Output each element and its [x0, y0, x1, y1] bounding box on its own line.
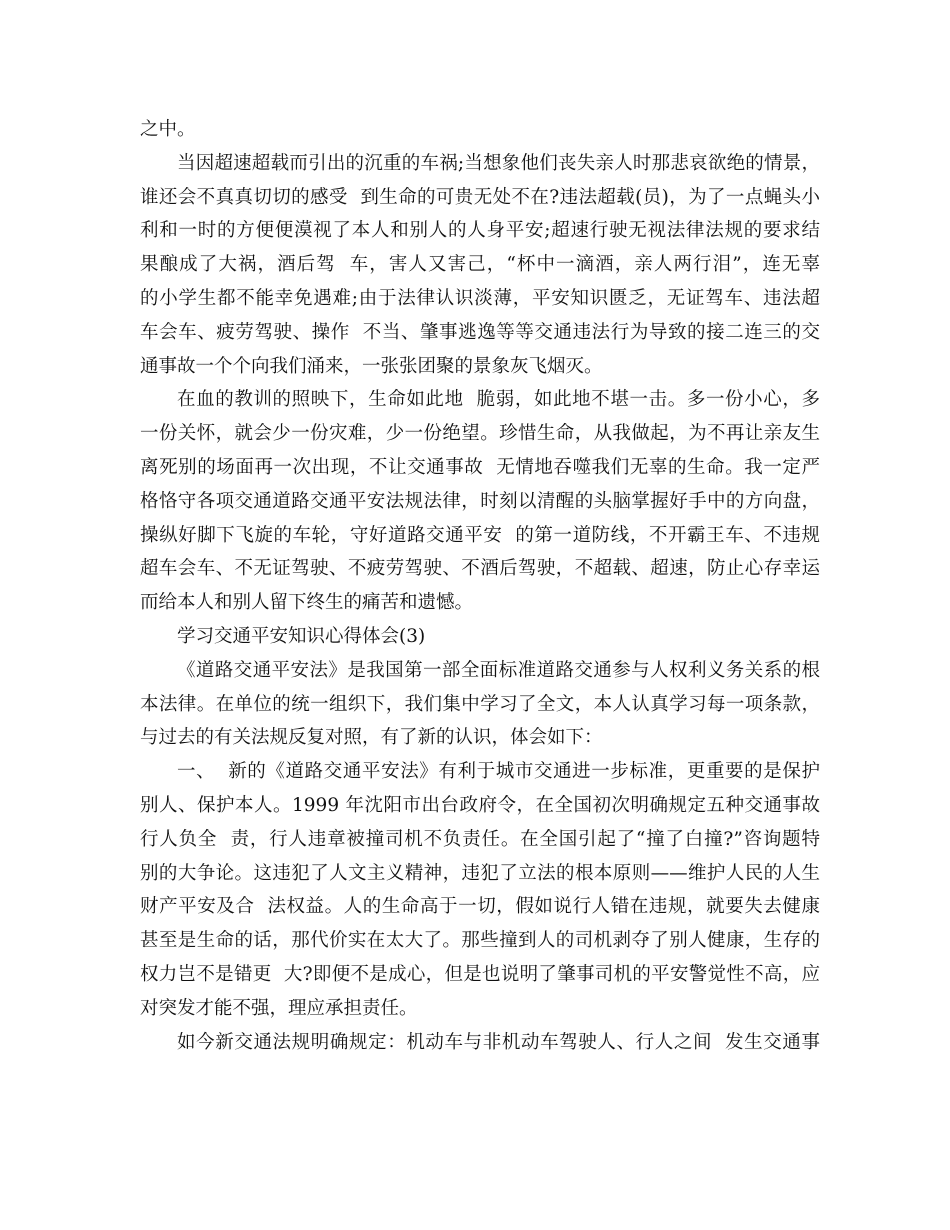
text-line: 的小学生都不能幸免遇难;由于法律认识淡薄，平安知识匮乏，无证驾车、违法超 [140, 287, 820, 309]
text-line: 而给本人和别人留下终生的痛苦和遗憾。 [140, 592, 474, 614]
text-line: 甚至是生命的话，那代价实在太大了。那些撞到人的司机剥夺了别人健康，生存的 [140, 930, 820, 952]
text-line: 一、 新的《道路交通平安法》有利于城市交通进一步标准，更重要的是保护 [177, 761, 820, 783]
text-line: 之中。 [140, 119, 196, 140]
text-line: 果酿成了大祸，酒后驾 车，害人又害己，“杯中一滴酒，亲人两行泪”，连无辜 [140, 254, 820, 276]
text-line: 谁还会不真真切切的感受 到生命的可贵无处不在?违法超载(员)，为了一点蝇头小 [140, 186, 820, 208]
document-body [140, 113, 820, 1059]
text-line: 《道路交通平安法》是我国第一部全面标准道路交通参与人权利义务关系的根 [177, 659, 820, 681]
text-line: 学习交通平安知识心得体会(3) [177, 625, 426, 647]
text-line: 格恪守各项交通道路交通平安法规法律，时刻以清醒的头脑掌握好手中的方向盘， [140, 490, 820, 512]
text-line: 当因超速超载而引出的沉重的车祸;当想象他们丧失亲人时那悲哀欲绝的情景， [177, 152, 820, 174]
text-line: 别的大争论。这违犯了人文主义精神，违犯了立法的根本原则——维护人民的人生 [140, 862, 820, 884]
text-line: 本法律。在单位的统一组织下，我们集中学习了全文，本人认真学习每一项条款， [140, 693, 820, 715]
text-line: 对突发才能不强，理应承担责任。 [140, 997, 418, 1019]
text-line: 操纵好脚下飞旋的车轮，守好道路交通平安 的第一道防线，不开霸王车、不违规 [140, 524, 820, 546]
text-line: 离死别的场面再一次出现，不让交通事故 无情地吞噬我们无辜的生命。我一定严 [140, 456, 820, 478]
text-line: 车会车、疲劳驾驶、操作 不当、肇事逃逸等等交通违法行为导致的接二连三的交 [140, 321, 820, 343]
text-line: 利和一时的方便便漠视了本人和别人的人身平安;超速行驶无视法律法规的要求结 [140, 220, 820, 242]
text-line: 别人、保护本人。1999 年沈阳市出台政府令，在全国初次明确规定五种交通事故 [140, 794, 820, 816]
text-line: 权力岂不是错更 大?即便不是成心，但是也说明了肇事司机的平安警觉性不高，应 [140, 963, 820, 985]
text-line: 行人负全 责，行人违章被撞司机不负责任。在全国引起了“撞了白撞?”咨询题特 [140, 828, 820, 850]
text-line: 超车会车、不无证驾驶、不疲劳驾驶、不酒后驾驶，不超载、超速，防止心存幸运 [140, 558, 820, 580]
text-line: 如今新交通法规明确规定：机动车与非机动车驾驶人、行人之间 发生交通事 [177, 1031, 820, 1053]
text-line: 通事故一个个向我们涌来，一张张团聚的景象灰飞烟灭。 [140, 355, 603, 377]
text-line: 在血的教训的照映下，生命如此地 脆弱，如此地不堪一击。多一份小心，多 [177, 389, 820, 411]
text-line: 财产平安及合 法权益。人的生命高于一切，假如说行人错在违规，就要失去健康 [140, 896, 820, 918]
text-line: 一份关怀，就会少一份灾难，少一份绝望。珍惜生命，从我做起，为不再让亲友生 [140, 423, 820, 445]
text-line: 与过去的有关法规反复对照，有了新的认识，体会如下： [140, 727, 603, 749]
